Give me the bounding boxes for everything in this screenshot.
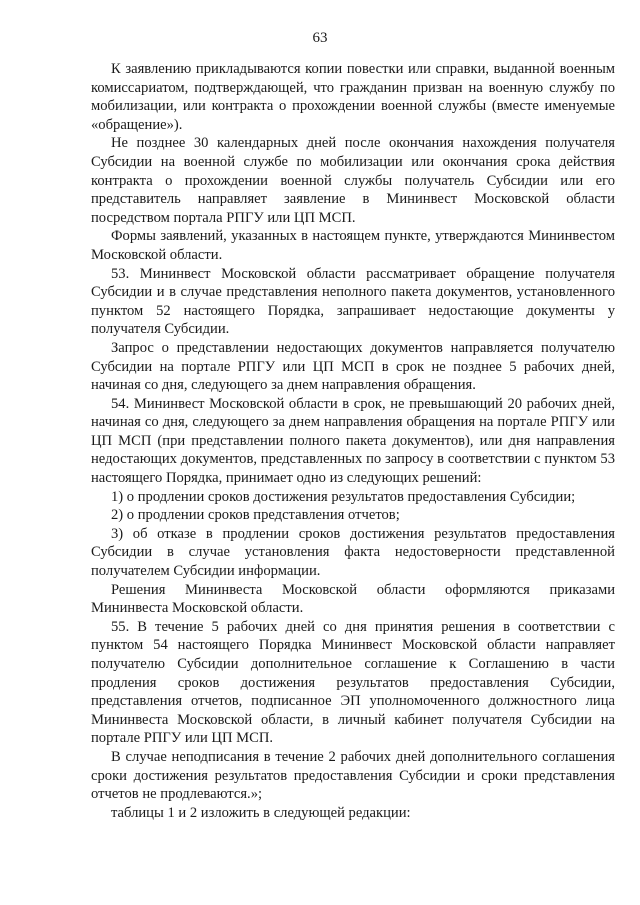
paragraph: Формы заявлений, указанных в настоящем пункте, утверждаются Мининвестом Московской области. [91, 228, 615, 263]
paragraph: Запрос о представлении недостающих документов направляется получателю Субсидии на портале РПГУ или ЦП МСП в срок не позднее 5 рабочих дней, начиная со дня, следующего за днем направления обращения. [91, 339, 615, 394]
list-item: 3) об отказе в продлении сроков достижения результатов предоставления Субсидии в случае установления факта недостоверности представленной получателем Субсидии информации. [91, 525, 615, 580]
paragraph: К заявлению прикладываются копии повестки или справки, выданной военным комиссариатом, подтверждающей, что гражданин призван на военную службу по мобилизации, или контракта о прохождении военной службы (вместе именуемые «обращение»). [91, 61, 615, 133]
list-item: 1) о продлении сроков достижения результатов предоставления Субсидии; [111, 488, 576, 505]
paragraph: таблицы 1 и 2 изложить в следующей редакции: [111, 804, 411, 821]
paragraph: В случае неподписания в течение 2 рабочих дней дополнительного соглашения сроки достижения результатов предоставления Субсидии и сроки представления отчетов не продлеваются.»; [91, 748, 615, 803]
page-number: 63 [312, 30, 328, 46]
paragraph-item-54: 54. Мининвест Московской области в срок, не превышающий 20 рабочих дней, начиная со дня, следующего за днем направления обращения на портале РПГУ или ЦП МСП (при представлении полного пакета документов), или дня направления недостающих документов, представленных по запросу в соответствии с пунктом 53 настоящего Порядка, принимает одно из следующих решений: [91, 395, 615, 487]
paragraph-item-53: 53. Мининвест Московской области рассматривает обращение получателя Субсидии и в случае представления неполного пакета документов, установленного пунктом 52 настоящего Порядка, запрашивает недостающие документы у получателя Субсидии. [91, 265, 615, 338]
list-item: 2) о продлении сроков представления отчетов; [111, 507, 400, 524]
paragraph: Решения Мининвеста Московской области оформляются приказами Мининвеста Московской области. [91, 581, 615, 617]
paragraph: Не позднее 30 календарных дней после окончания нахождения получателя Субсидии на военной службе по мобилизации или окончания срока действия контракта о прохождении военной службы получатель Субсидии или его представитель направляет заявление в Мининвест Московской области посредством портала РПГУ или ЦП МСП. [91, 135, 615, 226]
paragraph-item-55: 55. В течение 5 рабочих дней со дня принятия решения в соответствии с пунктом 54 настоящего Порядка Мининвест Московской области направляет получателю Субсидии дополнительное соглашение к Соглашению в части продления сроков достижения результатов предоставления Субсидии, представления отчетов, подписанное ЭП уполномоченного должностного лица Мининвеста Московской области, в личный кабинет получателя Субсидии на портале РПГУ или ЦП МСП. [91, 618, 615, 747]
body-text [91, 60, 615, 822]
